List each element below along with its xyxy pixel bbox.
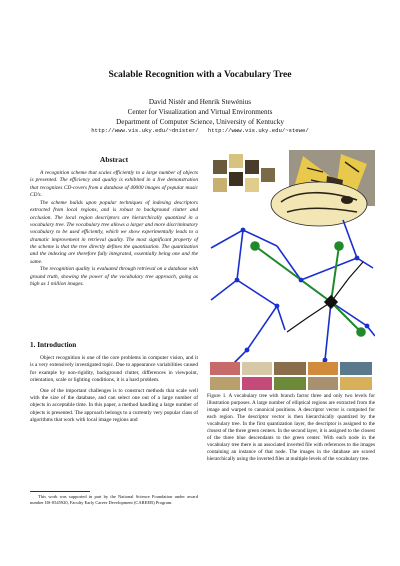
intro-paragraph: Object recognition is one of the core problems in computer vision, and it is a very extensively investigated topic. Due to appearance variabilities caused for example by non-rigidity, background clutter, differences in viewpoint, orientation, scale or lighting conditions, it is a hard problem. [30, 355, 198, 383]
tree-edges-green [255, 246, 361, 332]
author-block [0, 97, 400, 127]
author-urls [0, 127, 400, 134]
thumbnail-row-top [210, 362, 372, 375]
tree-edges-blue [211, 220, 375, 372]
abstract-body [30, 170, 198, 289]
intro-paragraph: One of the important challenges is to construct methods that scale well with the size of the database, and can select one out of a large number of objects in acceptable time. In this paper, a method handling a large number of objects is presented. The approach belongs to a currently very popular class of algorithms that work with local image regions and [30, 387, 198, 423]
abstract-paragraph: The scheme builds upon popular techniques of indexing descriptors extracted from local regions, and is robust to background clutter and occlusion. The local region descriptors are hierarchically quantized in a vocabulary tree. The vocabulary tree allows a larger and more discriminatory vocabulary to be used efficiently, which we show experimentally leads to a dramatic improvement in retrieval quality. The most significant property of the scheme is that the tree directly defines the quantization. The quantization and the indexing are therefore fully integrated, essentially being one and the same. [30, 199, 198, 265]
abstract-paragraph: A recognition scheme that scales efficiently to a large number of objects is presented. The efficiency and quality is exhibited in a live demonstration that recognizes CD-covers from a database of 40000 images of popular music CD’s. [30, 170, 198, 199]
figure-caption-text: Figure 1. A vocabulary tree with branch factor three and only two levels for illustration purposes. A large number of elliptical regions are extracted from the image and warped to canonical positions. A descriptor vector is computed for each region. The descriptor vector is then hierarchically quantized by the vocabulary tree. In the first quantization layer, the descriptor is assigned to the closest of the three green centers. In the second layer, it is assigned to the closest of the three blue descendants to the green center. With each node in the vocabulary tree there is an associated inverted file with references to the images containing an instance of that node. The images in the database are scored hierarchically using the inverted files at multiple levels of the vocabulary tree. [207, 393, 375, 462]
footnote-text: This work was supported in part by the National Science Foundation under award number IIS-0545920, Faculty Early Career Development (CAREER) Program. [30, 494, 198, 505]
affiliation-center: Center for Visualization and Virtual Environments [127, 108, 273, 116]
abstract-paragraph: The recognition quality is evaluated through retrieval on a database with ground truth, showing the power of the vocabulary tree approach, going as high as 1 million images. [30, 266, 198, 288]
affiliation-department: Department of Computer Science, University of Kentucky [116, 118, 284, 126]
thumbnail-row-bottom [210, 377, 372, 390]
region-ellipse-large [271, 182, 367, 226]
paper-title: Scalable Recognition with a Vocabulary Tree [108, 69, 292, 80]
author-url-2[interactable]: http://www.vis.uky.edu/~stewe/ [208, 127, 309, 134]
database-image-thumbnails [210, 362, 372, 390]
warped-region-patches [213, 154, 275, 192]
vocabulary-tree-figure [207, 150, 375, 372]
section-heading-introduction: 1. Introduction [30, 341, 77, 349]
figure-caption [207, 393, 375, 463]
author-url-1[interactable]: http://www.vis.uky.edu/~dnister/ [91, 127, 199, 134]
abstract-heading: Abstract [99, 155, 129, 164]
author-names: David Nistér and Henrik Stewénius [148, 98, 252, 106]
footnote [30, 494, 198, 506]
footnote-rule [30, 491, 90, 492]
introduction-body [30, 355, 198, 428]
